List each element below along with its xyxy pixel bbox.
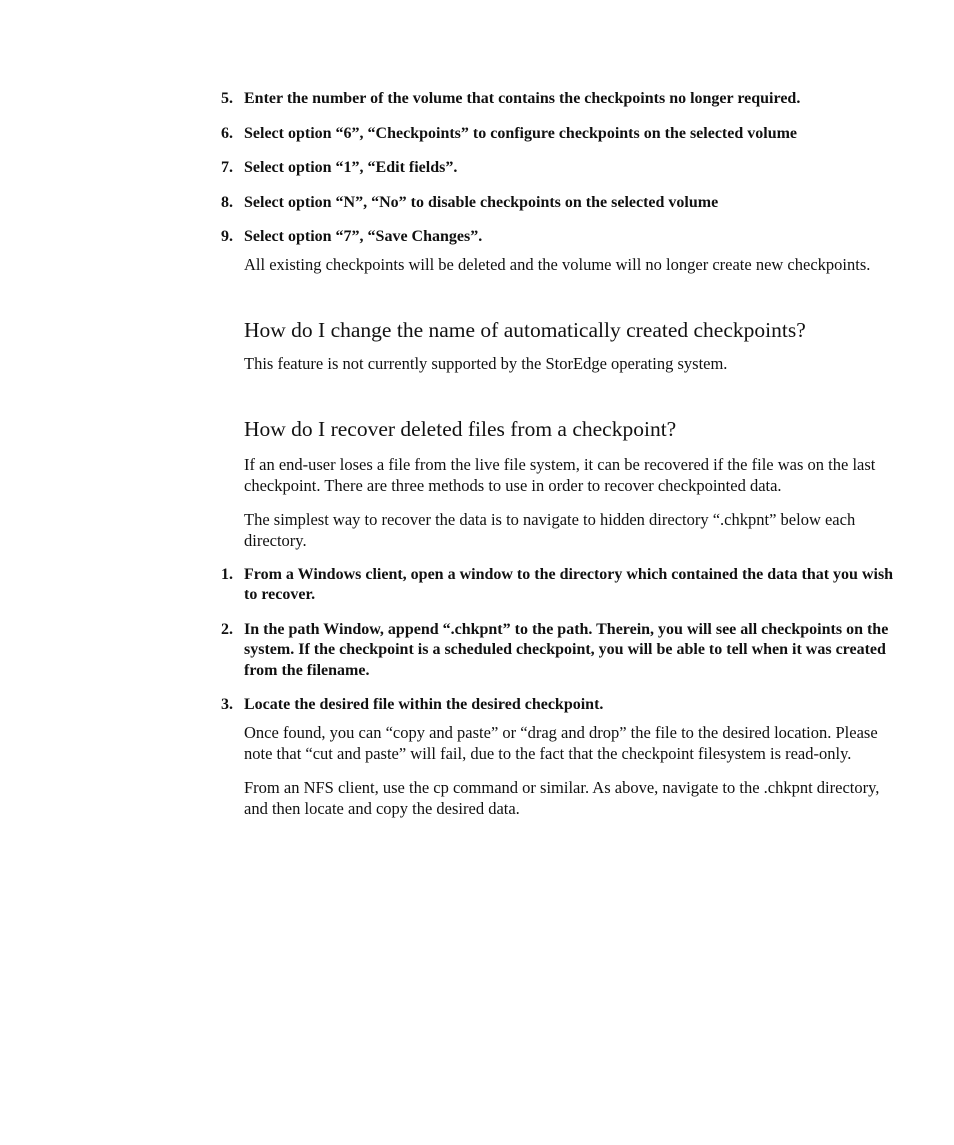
step-8 bbox=[221, 193, 894, 214]
step-number: 2. bbox=[221, 620, 233, 638]
step-text: Select option “6”, “Checkpoints” to configure checkpoints on the selected volume bbox=[244, 124, 798, 142]
recover-step-3-note-1: Once found, you can “copy and paste” or “drag and drop” the file to the desired location. Please note that “cut and paste” will fail, due to the fact that the checkpoint filesystem is read-only. bbox=[244, 722, 878, 763]
section-recover-para-2: The simplest way to recover the data is to navigate to hidden directory “.chkpnt” below each directory. bbox=[244, 509, 856, 550]
step-6 bbox=[221, 124, 894, 145]
step-9 bbox=[221, 227, 894, 248]
recover-step-2 bbox=[221, 620, 894, 682]
recover-step-3 bbox=[221, 695, 894, 716]
recover-step-3-note-2: From an NFS client, use the cp command or similar. As above, navigate to the .chkpnt directory, and then locate and copy the desired data. bbox=[244, 777, 880, 818]
step-number: 1. bbox=[221, 565, 233, 583]
recover-step-1 bbox=[221, 565, 894, 606]
step-text: Enter the number of the volume that contains the checkpoints no longer required. bbox=[244, 90, 801, 107]
step-text: Locate the desired file within the desired checkpoint. bbox=[244, 696, 604, 713]
step-text: Select option “7”, “Save Changes”. bbox=[244, 228, 483, 245]
step-number: 6. bbox=[221, 124, 233, 142]
step-number: 5. bbox=[221, 90, 233, 107]
step-text: In the path Window, append “.chkpnt” to the path. Therein, you will see all checkpoints on the system. If the checkpoint is a scheduled checkpoint, you will be able to tell when it was created from the filename. bbox=[244, 620, 889, 679]
section-rename-body: This feature is not currently supported by the StorEdge operating system. bbox=[244, 353, 728, 373]
step-text: From a Windows client, open a window to the directory which contained the data that you wish to recover. bbox=[244, 565, 894, 603]
step-number: 9. bbox=[221, 228, 233, 245]
step-9-note: All existing checkpoints will be deleted and the volume will no longer create new checkpoints. bbox=[244, 254, 871, 274]
document-body bbox=[221, 89, 894, 819]
step-7 bbox=[221, 158, 894, 179]
section-recover-para-1: If an end-user loses a file from the live file system, it can be recovered if the file was on the last checkpoint. There are three methods to use in order to recover checkpointed data. bbox=[244, 454, 876, 495]
step-text: Select option “1”, “Edit fields”. bbox=[244, 159, 458, 176]
step-number: 8. bbox=[221, 193, 233, 211]
step-5 bbox=[221, 89, 894, 110]
step-number: 3. bbox=[221, 696, 233, 713]
section-heading-recover: How do I recover deleted files from a checkpoint? bbox=[244, 416, 677, 441]
step-number: 7. bbox=[221, 159, 233, 176]
section-heading-rename: How do I change the name of automatically created checkpoints? bbox=[244, 317, 806, 342]
step-text: Select option “N”, “No” to disable checkpoints on the selected volume bbox=[244, 193, 719, 211]
